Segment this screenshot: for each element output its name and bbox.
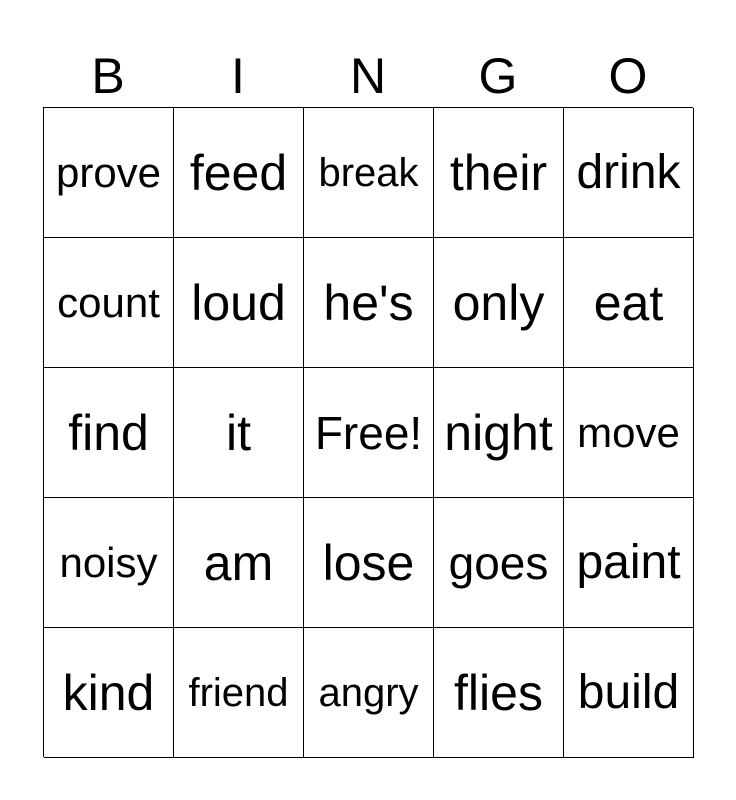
bingo-cell-free[interactable]: Free! xyxy=(304,368,434,498)
bingo-cell[interactable]: kind xyxy=(44,628,174,758)
header-letter-g: G xyxy=(478,48,518,104)
header-letter-o: O xyxy=(608,48,648,104)
bingo-cell[interactable]: find xyxy=(44,368,174,498)
bingo-cell[interactable]: drink xyxy=(564,108,694,238)
bingo-header xyxy=(43,46,693,106)
bingo-cell[interactable]: goes xyxy=(434,498,564,628)
bingo-cell[interactable]: build xyxy=(564,628,694,758)
bingo-cell[interactable]: night xyxy=(434,368,564,498)
bingo-cell[interactable]: angry xyxy=(304,628,434,758)
bingo-cell[interactable]: flies xyxy=(434,628,564,758)
bingo-cell[interactable]: count xyxy=(44,238,174,368)
bingo-cell[interactable]: friend xyxy=(174,628,304,758)
bingo-cell[interactable]: lose xyxy=(304,498,434,628)
bingo-cell[interactable]: feed xyxy=(174,108,304,238)
bingo-cell[interactable]: paint xyxy=(564,498,694,628)
bingo-cell[interactable]: it xyxy=(174,368,304,498)
header-letter-i: I xyxy=(231,48,245,104)
bingo-cell[interactable]: noisy xyxy=(44,498,174,628)
header-letter-b: B xyxy=(91,48,125,104)
bingo-card-grid xyxy=(43,107,693,757)
header-letter-n: N xyxy=(349,48,387,104)
bingo-cell[interactable]: eat xyxy=(564,238,694,368)
bingo-cell[interactable]: am xyxy=(174,498,304,628)
bingo-cell[interactable]: he's xyxy=(304,238,434,368)
bingo-cell[interactable]: only xyxy=(434,238,564,368)
bingo-cell[interactable]: their xyxy=(434,108,564,238)
bingo-cell[interactable]: prove xyxy=(44,108,174,238)
bingo-cell[interactable]: break xyxy=(304,108,434,238)
bingo-cell[interactable]: move xyxy=(564,368,694,498)
bingo-cell[interactable]: loud xyxy=(174,238,304,368)
